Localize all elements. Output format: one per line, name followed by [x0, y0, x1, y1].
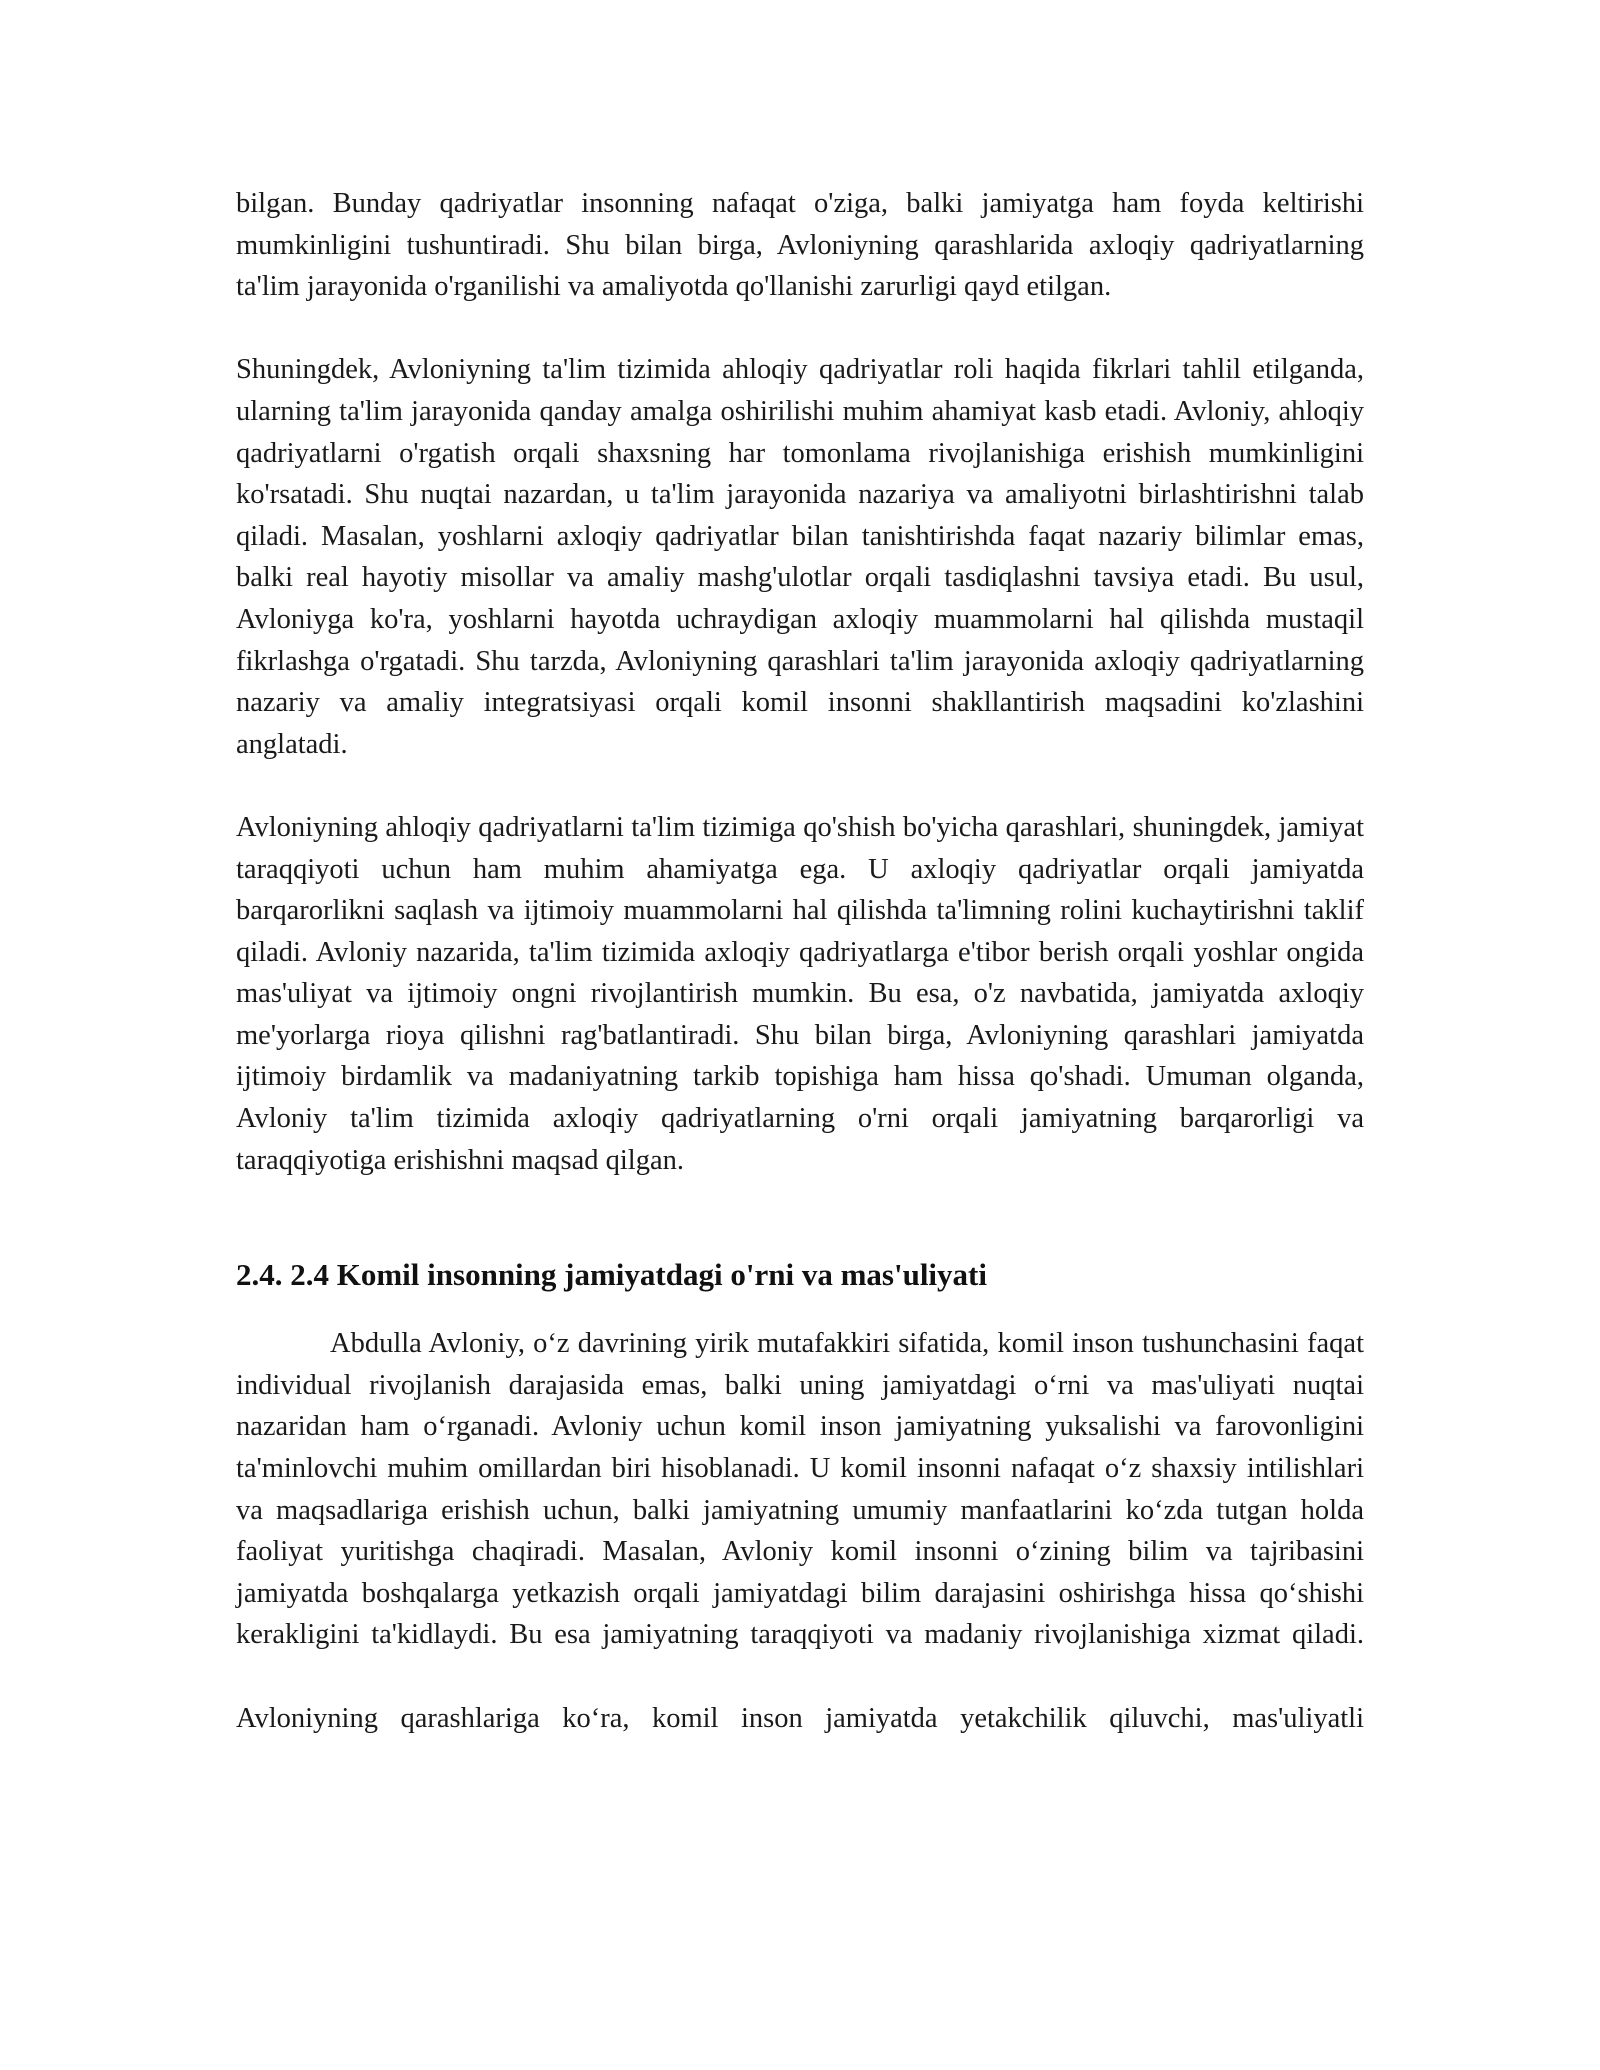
paragraph-society-development: Avloniyning ahloqiy qadriyatlarni ta'lim tizimiga qo'shish bo'yicha qarashlari, shuningdek, jamiyat taraqqiyoti uchun ham muhim ahamiyatga ega. U axloqiy qadriyatlar orqali jamiyatda barqarorlikni saqlash va ijtimoiy muammolarni hal qilishda ta'limning rolini kuchaytirishni taklif qiladi. Avloniy nazarida, ta'lim tizimida axloqiy qadriyatlarga e'tibor berish orqali yoshlar ongida mas'uliyat va ijtimoiy ongni rivojlantirish mumkin. Bu esa, o'z navbatida, jamiyatda axloqiy me'yorlarga rioya qilishni rag'batlantiradi. Shu bilan birga, Avloniyning qarashlari jamiyatda ijtimoiy birdamlik va madaniyatning tarkib topishiga ham hissa qo'shadi. Umuman olganda, Avloniy ta'lim tizimida axloqiy qadriyatlarning o'rni orqali jamiyatning barqarorligi va taraqqiyotiga erishishni maqsad qilgan. — [236, 811, 1364, 1176]
paragraph-education-theory-practice: Shuningdek, Avloniyning ta'lim tizimida ahloqiy qadriyatlar roli haqida fikrlari tahlil etilganda, ularning ta'lim jarayonida qanday amalga oshirilishi muhim ahamiyat kasb etadi. Avloniy, ahloqiy qadriyatlarni o'rgatish orqali shaxsning har tomonlama rivojlanishiga erishish mumkinligini ko'rsatadi. Shu nuqtai nazardan, u ta'lim jarayonida nazariya va amaliyotni birlashtirishni talab qiladi. Masalan, yoshlarni axloqiy qadriyatlar bilan tanishtirishda faqat nazariy bilimlar emas, balki real hayotiy misollar va amaliy mashg'ulotlar orqali tasdiqlashni tavsiya etadi. Bu usul, Avloniyga ko'ra, yoshlarni hayotda uchraydigan axloqiy muammolarni hal qilishda mustaqil fikrlashga o'rgatadi. Shu tarzda, Avloniyning qarashlari ta'lim jarayonida axloqiy qadriyatlarning nazariy va amaliy integratsiyasi orqali komil insonni shakllantirish maqsadini ko'zlashini anglatadi. — [236, 354, 1364, 760]
paragraph-values-summary: bilgan. Bunday qadriyatlar insonning nafaqat o'ziga, balki jamiyatga ham foyda keltirishi mumkinligini tushuntiradi. Shu bilan birga, Avloniyning qarashlarida axloqiy qadriyatlarning ta'lim jarayonida o'rganilishi va amaliyotda qo'llanishi zarurligi qayd etilgan. — [236, 188, 1364, 303]
paragraph-leadership-start: Avloniyning qarashlariga ko‘ra, komil inson jamiyatda yetakchilik qiluvchi, mas'uliyatli — [236, 1702, 1364, 1734]
section-heading: 2.4. 2.4 Komil insonning jamiyatdagi o'rni va mas'uliyati — [236, 1257, 987, 1293]
paragraph-perfect-person-role: Abdulla Avloniy, o‘z davrining yirik mutafakkiri sifatida, komil inson tushunchasini faqat individual rivojlanish darajasida emas, balki uning jamiyatdagi o‘rni va mas'uliyati nuqtai nazaridan ham o‘rganadi. Avloniy uchun komil inson jamiyatning yuksalishi va farovonligini ta'minlovchi muhim omillardan biri hisoblanadi. U komil insonni nafaqat o‘z shaxsiy intilishlari va maqsadlariga erishish uchun, balki jamiyatning umumiy manfaatlarini ko‘zda tutgan holda faoliyat yuritishga chaqiradi. Masalan, Avloniy komil insonni o‘zining bilim va tajribasini jamiyatda boshqalarga yetkazish orqali jamiyatdagi bilim darajasini oshirishga hissa qo‘shishi kerakligini ta'kidlaydi. Bu esa jamiyatning taraqqiyoti va madaniy rivojlanishiga xizmat qiladi. — [236, 1328, 1364, 1651]
page-content — [236, 183, 1364, 1739]
